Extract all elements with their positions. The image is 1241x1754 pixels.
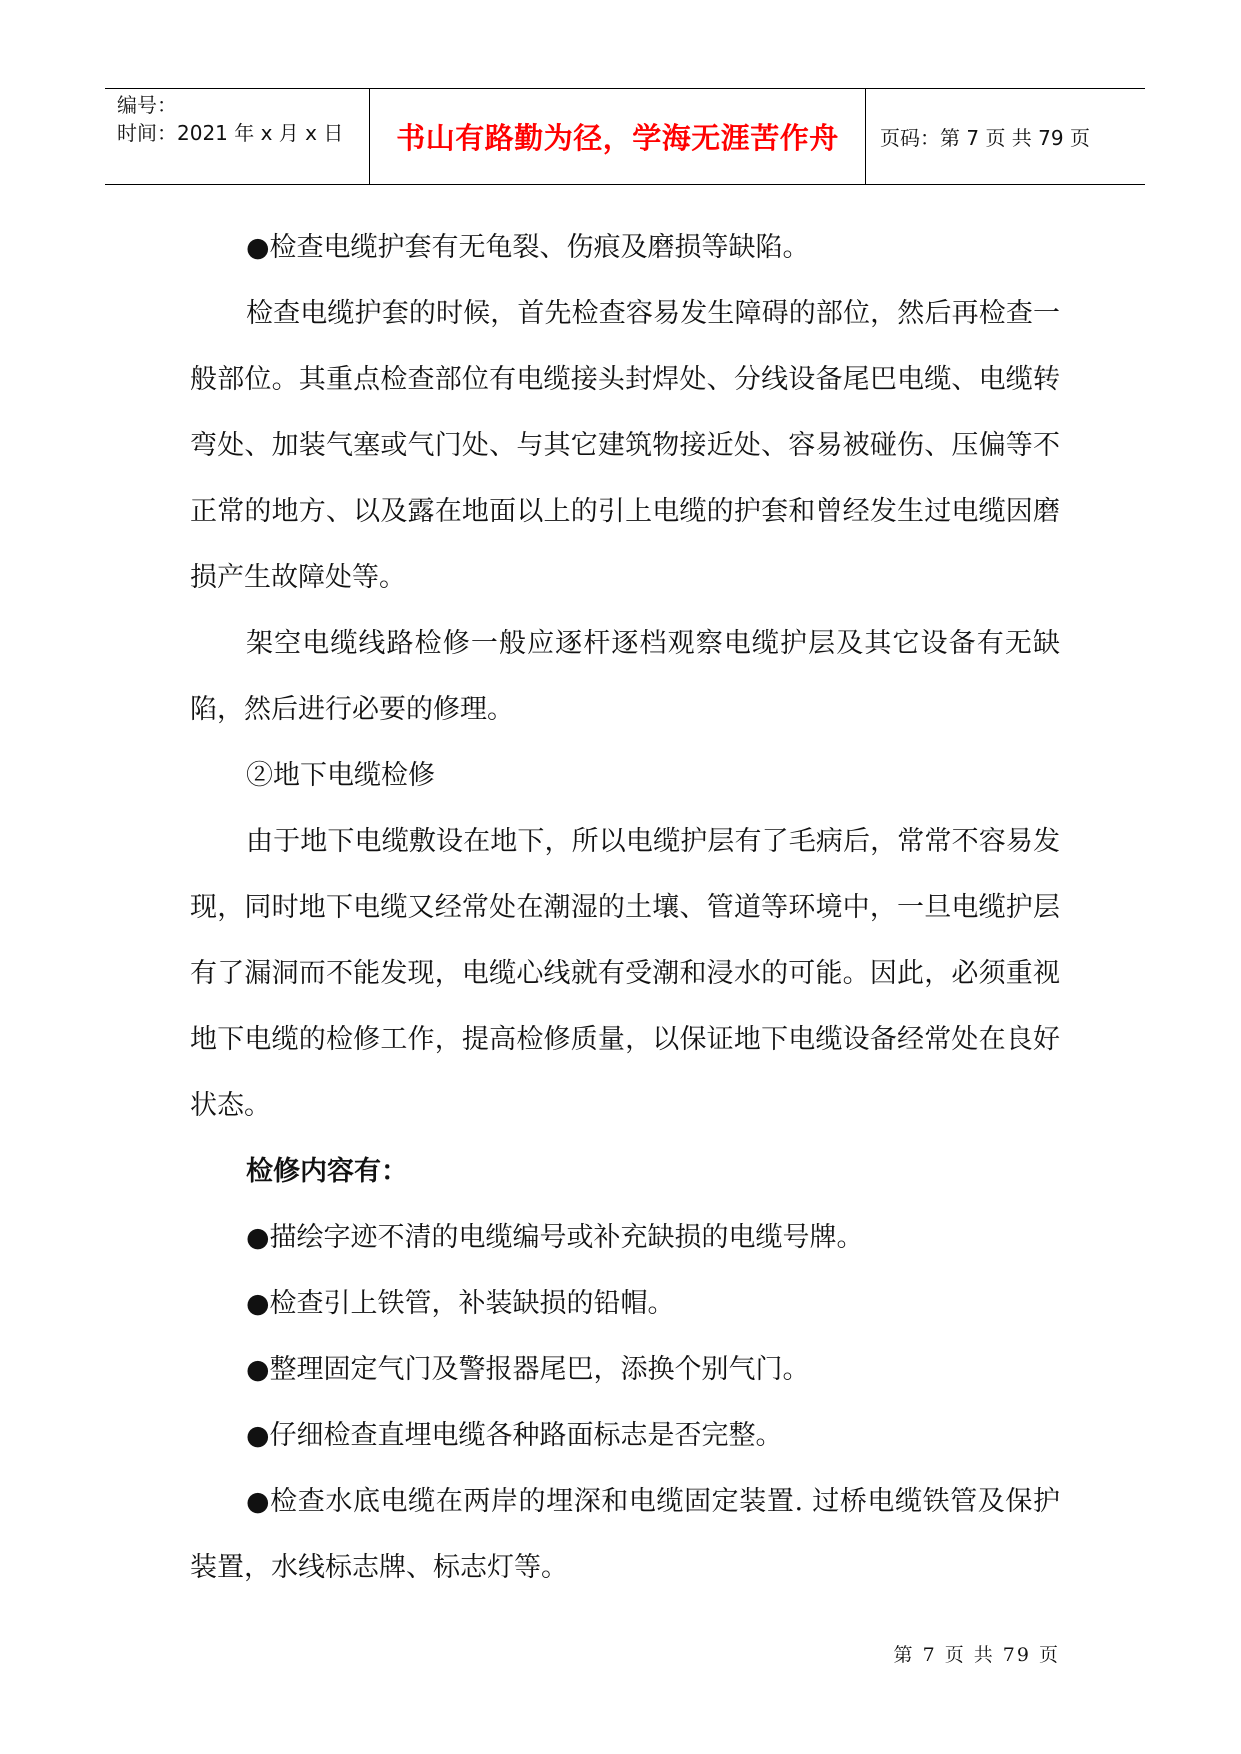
- bullet-paragraph: ●描绘字迹不清的电缆编号或补充缺损的电缆号牌。: [246, 1222, 864, 1253]
- bullet-paragraph: ●检查引上铁管，补装缺损的铅帽。: [246, 1288, 675, 1319]
- header-motto: 书山有路勤为径，学海无涯苦作舟: [370, 89, 866, 184]
- document-number-label: 编号：: [117, 93, 177, 117]
- bullet-paragraph: ●仔细检查直埋电缆各种路面标志是否完整。: [246, 1420, 783, 1451]
- page-footer: 第 7 页 共 79 页: [893, 1644, 1060, 1666]
- page-header: [105, 88, 1145, 185]
- bullet-paragraph: ●检查水底电缆在两岸的埋深和电缆固定装置. 过桥电缆铁管及保护装置，水线标志牌、标志灯等。: [190, 1486, 1060, 1583]
- header-page-code: 页码：第 7 页 共 79 页: [880, 126, 1090, 150]
- bullet-paragraph: ●整理固定气门及警报器尾巴，添换个别气门。: [246, 1354, 810, 1385]
- bullet-paragraph: ●检查电缆护套有无龟裂、伤痕及磨损等缺陷。: [246, 232, 810, 263]
- section-heading: ②地下电缆检修: [246, 760, 435, 791]
- body-paragraph: 由于地下电缆敷设在地下，所以电缆护层有了毛病后，常常不容易发现，同时地下电缆又经常处在潮湿的土壤、管道等环境中，一旦电缆护层有了漏洞而不能发现，电缆心线就有受潮和浸水的可能。因此，必须重视地下电缆的检修工作，提高检修质量，以保证地下电缆设备经常处在良好状态。: [190, 826, 1060, 1121]
- header-meta: [105, 89, 370, 184]
- subsection-heading: 检修内容有：: [246, 1156, 408, 1187]
- body-paragraph: 架空电缆线路检修一般应逐杆逐档观察电缆护层及其它设备有无缺陷，然后进行必要的修理。: [190, 628, 1060, 725]
- document-body: [190, 215, 1060, 1601]
- document-time-label: 时间：2021 年 x 月 x 日: [117, 121, 344, 145]
- body-paragraph: 检查电缆护套的时候，首先检查容易发生障碍的部位，然后再检查一般部位。其重点检查部位有电缆接头封焊处、分线设备尾巴电缆、电缆转弯处、加装气塞或气门处、与其它建筑物接近处、容易被碰伤、压偏等不正常的地方、以及露在地面以上的引上电缆的护套和曾经发生过电缆因磨损产生故障处等。: [190, 298, 1060, 593]
